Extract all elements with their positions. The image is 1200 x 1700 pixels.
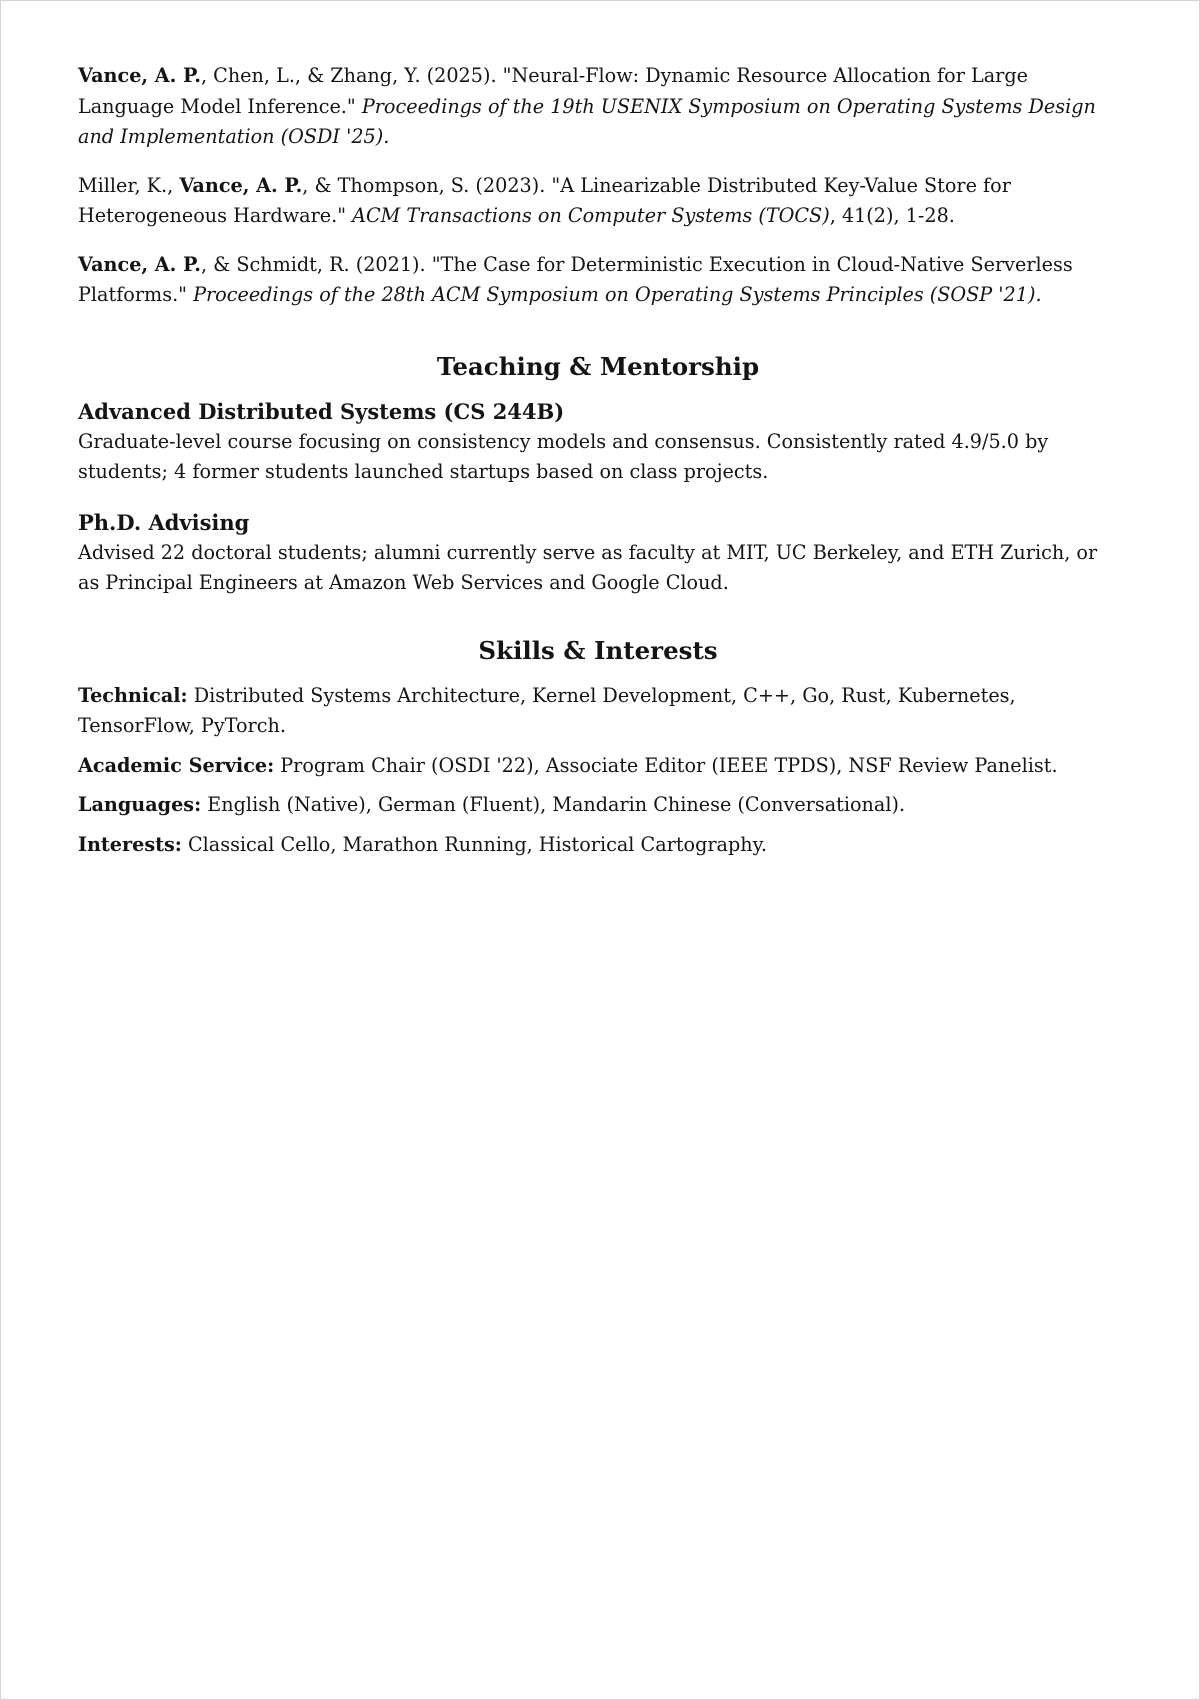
publication-citation: , & Schmidt, R. (2021). "The Case for Deterministic Execution in Cloud-Native Serverless Platforms." <box>78 252 1073 306</box>
skill-value: English (Native), German (Fluent), Mandarin Chinese (Conversational). <box>201 793 906 816</box>
publications-list <box>78 61 1118 311</box>
teaching-entry-title: Advanced Distributed Systems (CS 244B) <box>78 398 565 424</box>
skill-label: Interests: <box>78 832 182 856</box>
skill-line <box>78 830 1118 861</box>
skill-label: Technical: <box>78 683 188 707</box>
skills-heading: Skills & Interests <box>478 635 718 665</box>
teaching-heading: Teaching & Mentorship <box>436 351 760 381</box>
publication-venue: Proceedings of the 19th USENIX Symposium on Operating Systems Design and Implementation (OSDI '25). <box>78 94 1096 148</box>
publication-author-highlight: Vance, A. P. <box>179 173 303 197</box>
skill-label: Academic Service: <box>78 753 275 777</box>
publication-author-highlight: Vance, A. P. <box>78 252 201 276</box>
skill-line <box>78 681 1118 742</box>
publication-citation: , & Thompson, S. (2023). "A Linearizable Distributed Key-Value Store for Heterogeneous Hardware." <box>78 173 1011 227</box>
publication-entry <box>78 171 1118 232</box>
skill-value: Distributed Systems Architecture, Kernel Development, C++, Go, Rust, Kubernetes, TensorFlow, PyTorch. <box>78 683 1016 737</box>
teaching-entry <box>78 508 1118 599</box>
publication-citation: , Chen, L., & Zhang, Y. (2025). "Neural-Flow: Dynamic Resource Allocation for Large Language Model Inference." <box>78 64 1028 118</box>
teaching-entry-description: Graduate-level course focusing on consistency models and consensus. Consistently rated 4.9/5.0 by students; 4 former students launched startups based on class projects. <box>78 429 1049 483</box>
publication-venue: ACM Transactions on Computer Systems (TOCS) <box>352 204 830 227</box>
skill-value: Classical Cello, Marathon Running, Historical Cartography. <box>181 832 767 856</box>
teaching-entry-description: Advised 22 doctoral students; alumni currently serve as faculty at MIT, UC Berkeley, and ETH Zurich, or as Principal Engineers at Amazon Web Services and Google Cloud. <box>78 540 1098 594</box>
skill-value: Program Chair (OSDI '22), Associate Editor (IEEE TPDS), NSF Review Panelist. <box>274 753 1058 777</box>
publication-author-highlight: Vance, A. P. <box>78 64 201 87</box>
skill-label: Languages: <box>78 793 202 816</box>
teaching-entry <box>78 397 1118 488</box>
publication-entry <box>78 250 1118 311</box>
skills-section <box>78 635 1118 861</box>
publication-entry <box>78 61 1118 153</box>
publication-authors-pre: Miller, K., <box>78 173 180 197</box>
skill-line <box>78 751 1118 782</box>
publication-tail: , 41(2), 1-28. <box>829 204 955 227</box>
document-content <box>78 61 1118 869</box>
teaching-section <box>78 351 1118 599</box>
teaching-entry-title: Ph.D. Advising <box>78 509 250 535</box>
publication-venue: Proceedings of the 28th ACM Symposium on Operating Systems Principles (SOSP '21). <box>193 283 1042 306</box>
skill-line <box>78 790 1118 821</box>
